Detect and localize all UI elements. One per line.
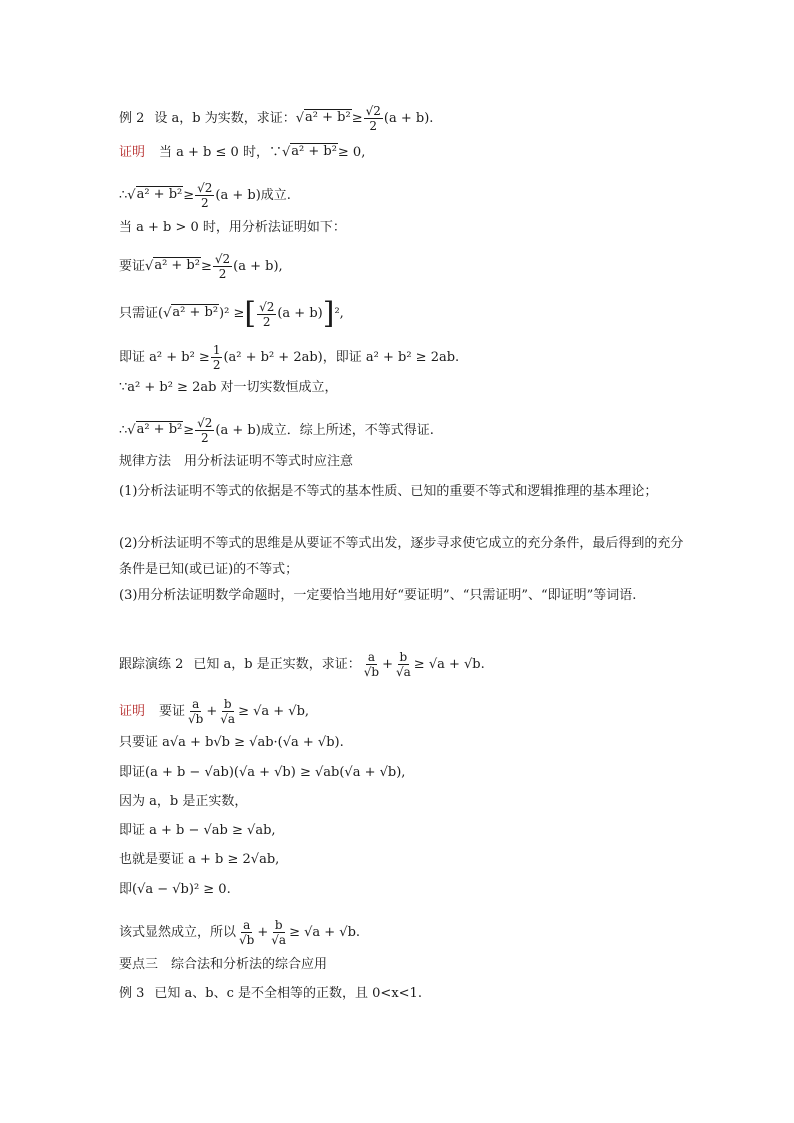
practice-2-statement [119,650,689,679]
method-point-1 [119,479,689,505]
proof-text: 该式显然成立，所以 [119,924,237,940]
proof-line-2 [119,181,689,210]
proof-line-8 [119,416,689,445]
method-text: (1)分析法证明不等式的依据是不等式的基本性质、已知的重要不等式和逻辑推理的基本理论； [119,484,658,499]
proof-text: 即证 a² + b² ≥ [119,349,210,365]
point-3-title [119,955,689,975]
method-title [119,452,689,472]
proof-text: ≥ 0, [337,145,366,160]
proof-text: 要证 [119,258,146,274]
sqrt-expr: √ a² + b² [296,109,352,129]
geq-sign: ≥ [200,258,212,274]
proof-text: 只要证 a√a + b√b ≥ √ab·(√a + √b). [119,735,344,750]
proof-line-7 [119,378,689,398]
fraction: $\frac{√2}{2}$ [214,252,231,281]
plus-sign: + [257,924,269,940]
proof-text: 只需证( [119,306,164,321]
example-label: 例 2 [119,110,145,126]
proof-text: ≥ √a + √b. [289,924,361,940]
sqrt-expr: √ a² + b² [163,304,219,324]
proof2-line-6 [119,850,689,870]
proof-text: ², [334,306,344,321]
therefore-sign: ∴ [119,187,128,203]
proof-text: (a + b)成立. [215,187,291,203]
proof-text: 即证 a + b − √ab ≥ √ab, [119,823,276,838]
method-text: (3)用分析法证明数学命题时，一定要恰当地用好“要证明”、“只需证明”、“即证明”等词语. [119,588,637,603]
proof-text: (a + b), [233,258,283,274]
statement-text: 已知 a、b、c 是不全相等的正数，且 0<x<1. [154,986,422,1001]
section-title: 规律方法 用分析法证明不等式时应注意 [119,454,354,469]
proof-text: 即证(a + b − √ab)(√a + √b) ≥ √ab(√a + √b), [119,765,406,780]
rhs-text: (a + b). [383,110,434,126]
proof-text: (a + b) [277,306,323,321]
proof-tag: 证明 [119,703,146,719]
proof-text: 因为 a，b 是正实数， [119,794,248,809]
proof-text: (a² + b² + 2ab)，即证 a² + b² ≥ 2ab. [223,349,460,365]
example-3-statement [119,984,689,1004]
example-label: 例 3 [119,986,145,1001]
fraction: $\frac{b}{√a}$ [220,697,236,726]
plus-sign: + [382,656,393,672]
therefore-sign: ∴ [119,422,128,438]
sqrt-expr: √ a² + b² [282,143,338,163]
geq-sign: ≥ [351,110,363,126]
proof-text: )² ≥ [219,306,245,321]
proof-text: 要证 [159,703,186,719]
proof-text: 当 a + b > 0 时，用分析法证明如下： [119,220,346,235]
fraction: $\frac{√2}{2}$ [259,299,275,329]
statement-text: 设 a，b 为实数，求证： [154,110,296,126]
statement-text: 已知 a，b 是正实数，求证： [193,656,361,672]
fraction: $\frac{√2}{2}$ [197,181,213,210]
proof-text: ≥ √a + √b, [238,703,310,719]
practice-label: 跟踪演练 2 [119,656,184,672]
fraction: $\frac{b}{√a}$ [271,918,287,947]
example-2-statement [119,104,689,133]
sqrt-expr: √ a² + b² [127,186,183,206]
section-title: 要点三 综合法和分析法的综合应用 [119,957,328,972]
proof2-line-3 [119,763,689,783]
method-point-3 [119,583,689,609]
proof2-line-8 [119,918,689,947]
geq-sign: ≥ [183,187,195,203]
fraction: $\frac{1}{2}$ [212,343,221,372]
proof2-line-2 [119,733,689,753]
proof-text: (a + b)成立．综上所述，不等式得证. [215,422,434,438]
fraction: $\frac{a}{√b}$ [363,650,380,679]
proof2-line-5 [119,821,689,841]
proof-text: 当 a + b ≤ 0 时，∵ [159,145,282,160]
proof2-line-4 [119,792,689,812]
proof-line-5 [119,296,689,331]
proof-line-4 [119,252,689,281]
proof-line-3 [119,218,689,238]
proof-line-6 [119,343,689,372]
fraction: $\frac{a}{√b}$ [188,697,204,726]
method-text: (2)分析法证明不等式的思维是从要证不等式出发，逐步寻求使它成立的充分条件，最后得到的充分条件是已知(或已证)的不等式； [119,536,684,577]
bracket-left: [ [244,296,257,331]
rhs-text: ≥ √a + √b. [413,656,485,672]
proof-line-1 [119,143,689,163]
plus-sign: + [206,703,218,719]
sqrt-expr: √ a² + b² [145,257,201,277]
proof-text: 即(√a − √b)² ≥ 0. [119,882,231,897]
sqrt-expr: √ a² + b² [127,421,183,441]
geq-sign: ≥ [183,422,195,438]
proof2-line-1 [119,697,689,726]
fraction: $\frac{√2}{2}$ [197,416,213,445]
fraction: $\frac{a}{√b}$ [239,918,255,947]
proof2-line-7 [119,880,689,900]
fraction: $\frac{√2}{2}$ [365,104,381,133]
fraction: $\frac{b}{√a}$ [395,650,411,679]
proof-text: ∵a² + b² ≥ 2ab 对一切实数恒成立， [119,380,338,395]
method-point-2 [119,531,689,583]
proof-text: 也就是要证 a + b ≥ 2√ab, [119,852,280,867]
bracket-right: ] [322,296,335,331]
proof-tag: 证明 [119,145,146,160]
